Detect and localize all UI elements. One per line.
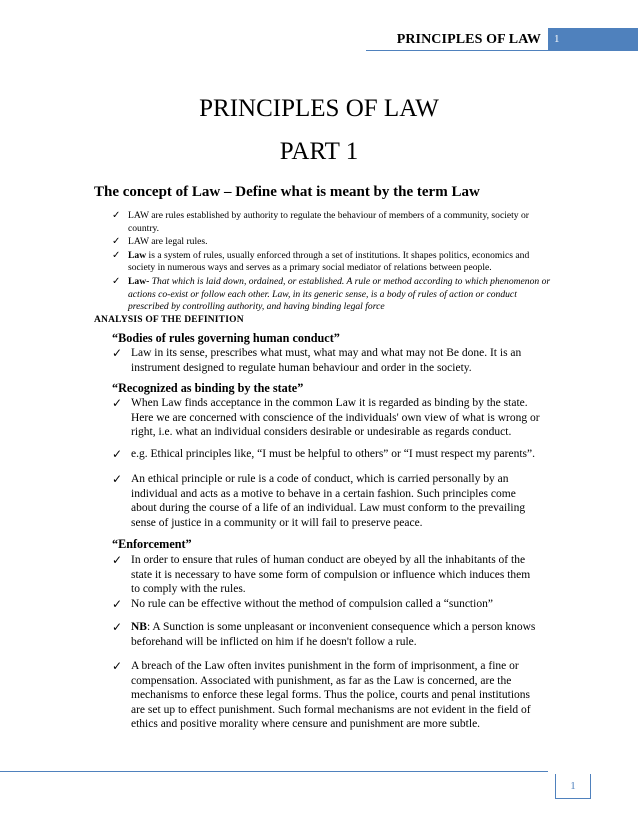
checkmark-icon: ✓	[112, 236, 121, 248]
list-item	[112, 597, 542, 612]
checkmark-icon: ✓	[112, 472, 123, 486]
list-item	[112, 472, 542, 530]
item-text: An ethical principle or rule is a code of conduct, which is carried personally by an individual and acts as a motive to behave in a certain fashion. Such principles come about during the course of a life of an individual. Law must conform to the prevailing sense of justice in a community or it will fail to preserve peace.	[131, 473, 526, 529]
list-item	[112, 236, 552, 249]
definition-term: Law	[128, 249, 147, 261]
list-item	[112, 659, 542, 732]
definitions-list	[112, 210, 552, 315]
item-text: Law in its sense, prescribes what must, what may and what may not Be done. It is an instrument designed to regulate human behaviour and order in the society.	[131, 347, 522, 374]
section-list	[112, 346, 542, 375]
definition-text: That which is laid down, ordained, or established. A rule or method according to which phenomenon or actions co-exist or follow each other. Law, in its generic sense, is a body of rules of action or conduct prescribed by controlling authority, and having binding legal force	[128, 275, 551, 313]
item-text: e.g. Ethical principles like, “I must be helpful to others” or “I must respect my parents”.	[131, 448, 535, 460]
footer-page-number: 1	[555, 774, 591, 799]
list-item	[112, 447, 542, 462]
section-list	[112, 659, 542, 732]
item-text: In order to ensure that rules of human conduct are obeyed by all the inhabitants of the state it is necessary to have some form of compulsion or influence which induces them to comply with the rules.	[131, 554, 531, 595]
footer-rule	[0, 771, 548, 772]
definition-term: Law-	[128, 275, 150, 287]
list-item	[112, 553, 542, 597]
item-text: : A Sunction is some unpleasant or inconvenient consequence which a person knows beforehand will be inflicted on him if he doesn't follow a rule.	[131, 621, 536, 648]
header-page-number: 1	[548, 28, 638, 51]
checkmark-icon: ✓	[112, 659, 123, 673]
analysis-heading: ANALYSIS OF THE DEFINITION	[94, 315, 244, 325]
checkmark-icon: ✓	[112, 249, 121, 261]
checkmark-icon: ✓	[112, 275, 121, 287]
header-title: PRINCIPLES OF LAW	[396, 32, 541, 47]
section-list	[112, 447, 542, 462]
section-list	[112, 553, 542, 611]
section-list	[112, 396, 542, 440]
concept-heading: The concept of Law – Define what is meant by the term Law	[94, 184, 480, 200]
checkmark-icon: ✓	[112, 596, 123, 611]
definition-text: is a system of rules, usually enforced through a set of institutions. It shapes politics, economics and society in numerous ways and serves as a primary social mediator of relations between people.	[128, 249, 530, 274]
header-rule	[366, 50, 548, 51]
document-title: PRINCIPLES OF LAW	[199, 95, 439, 122]
checkmark-icon: ✓	[112, 447, 123, 461]
section-heading: “Enforcement”	[112, 537, 192, 551]
item-text: When Law finds acceptance in the common Law it is regarded as binding by the state. Here we are concerned with conscience of the individuals' own view of what is wrong or right, i.e. what an individual considers desirable or undesirable as regards conduct.	[131, 397, 540, 438]
section-list	[112, 472, 542, 530]
checkmark-icon: ✓	[112, 396, 123, 410]
definition-text: LAW are rules established by authority to regulate the behaviour of members of a community, society or country.	[128, 210, 529, 234]
page-header	[0, 28, 638, 50]
section-list	[112, 620, 542, 649]
nb-label: NB	[131, 621, 147, 633]
list-item	[112, 276, 552, 314]
list-item	[112, 620, 542, 649]
list-item	[112, 346, 542, 375]
list-item	[112, 210, 552, 235]
document-subtitle: PART 1	[279, 138, 359, 165]
item-text: A breach of the Law often invites punishment in the form of imprisonment, a fine or compensation. Associated with punishment, as far as the Law is concerned, are the mechanisms to enforce these legal forms. Thus the police, courts and penal institutions are set up to effect punishment. Such formal mechanisms are not evident in the field of ethics and positive morality where censure and punishment are more subtle.	[131, 660, 531, 730]
checkmark-icon: ✓	[112, 553, 123, 567]
item-text: No rule can be effective without the method of compulsion called a “sunction”	[131, 597, 493, 610]
section-heading: “Bodies of rules governing human conduct”	[112, 331, 340, 345]
checkmark-icon: ✓	[112, 210, 121, 221]
list-item	[112, 396, 542, 440]
section-heading: “Recognized as binding by the state”	[112, 381, 304, 395]
definition-text: LAW are legal rules.	[128, 236, 208, 248]
checkmark-icon: ✓	[112, 620, 123, 634]
checkmark-icon: ✓	[112, 346, 123, 360]
list-item	[112, 250, 552, 275]
